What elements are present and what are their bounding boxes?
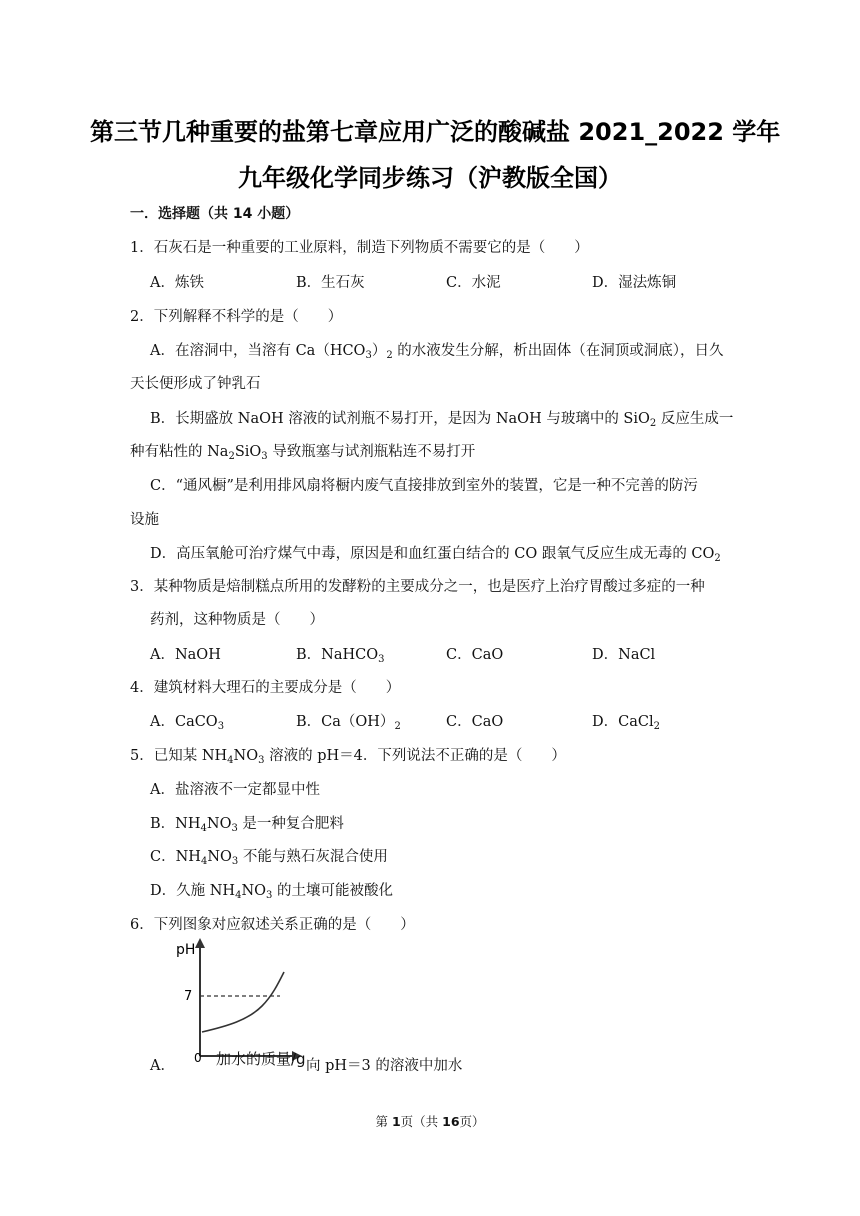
graph-ref-label: 7: [184, 989, 193, 1004]
question-2-option-a-line-2: 天长便形成了钟乳石: [130, 376, 261, 392]
document-title-line-1: 第三节几种重要的盐第七章应用广泛的酸碱盐 2021_2022 学年: [90, 118, 781, 146]
question-1-option-a: A．炼铁: [150, 275, 204, 291]
question-6-option-a-label: A．: [150, 1058, 175, 1074]
question-5-option-a: A．盐溶液不一定都显中性: [150, 782, 320, 798]
graph-y-label: pH: [176, 942, 196, 958]
question-4-option-b: B．$Ca(OH)_2$: [296, 714, 401, 732]
question-3-stem-line-1: 3．某种物质是焙制糕点所用的发酵粉的主要成分之一，也是医疗上治疗胃酸过多症的一种: [130, 579, 705, 595]
graph-curve: [202, 972, 284, 1032]
question-1-option-d: D．湿法炼铜: [592, 275, 677, 291]
question-4-option-c: C．CaO: [446, 714, 504, 730]
question-2-option-c-line-2: 设施: [130, 512, 159, 528]
question-6-stem: 6．下列图象对应叙述关系正确的是（ ）: [130, 917, 415, 933]
question-2-stem: 2．下列解释不科学的是（ ）: [130, 309, 343, 325]
question-5-option-d: D．久施 $NH_4NO_3$ 的土壤可能被酸化: [150, 883, 394, 901]
question-1-option-c: C．水泥: [446, 275, 501, 291]
question-2-option-a-line-1: A．在溶洞中，当溶有 $Ca(HCO_3)_2$ 的水液发生分解，析出固体（在洞顶或洞底），日久: [150, 343, 724, 361]
question-4-option-d: D．CaCl$_2$: [592, 714, 660, 732]
question-5-option-b: B．$NH_4NO_3$ 是一种复合肥料: [150, 816, 344, 834]
question-5-option-c: C．$NH_4NO_3$ 不能与熟石灰混合使用: [150, 849, 388, 867]
question-5-stem: 5．已知某 $NH_4NO_3$ 溶液的 pH＝4．下列说法不正确的是（ ）: [130, 748, 566, 766]
graph-origin-label: 0: [194, 1051, 202, 1065]
document-title-line-2: 九年级化学同步练习（沪教版全国）: [238, 164, 622, 192]
question-4-stem: 4．建筑材料大理石的主要成分是（ ）: [130, 680, 401, 696]
question-6-option-a-caption: 向 pH＝3 的溶液中加水: [306, 1058, 463, 1074]
question-3-option-c: C．CaO: [446, 647, 504, 663]
question-2-option-b-line-1: B．长期盛放 NaOH 溶液的试剂瓶不易打开，是因为 NaOH 与玻璃中的 SiO$_2$ 反应生成一: [150, 411, 734, 429]
question-3-stem-line-2: 药剂，这种物质是（ ）: [150, 612, 324, 628]
section-heading: 一．选择题（共 14 小题）: [130, 206, 300, 222]
graph-y-arrow: [195, 938, 205, 948]
page-footer: 第 1页（共 16页）: [375, 1114, 485, 1129]
question-1-stem: 1．石灰石是一种重要的工业原料，制造下列物质不需要它的是（ ）: [130, 240, 589, 256]
question-2-option-c-line-1: C．“通风橱”是利用排风扇将橱内废气直接排放到室外的装置，它是一种不完善的防污: [150, 478, 698, 494]
question-2-option-d: D．高压氧舱可治疗煤气中毒，原因是和血红蛋白结合的 CO 跟氧气反应生成无毒的 $CO_2$: [150, 546, 721, 564]
question-3-option-d: D．NaCl: [592, 647, 656, 663]
ph-graph: [168, 936, 298, 1066]
question-1-option-b: B．生石灰: [296, 275, 365, 291]
question-3-option-b: B．NaHCO$_3$: [296, 647, 385, 665]
question-3-option-a: A．NaOH: [150, 647, 221, 663]
graph-x-label: 加水的质量/g: [216, 1050, 306, 1068]
question-4-option-a: A．CaCO$_3$: [150, 714, 225, 732]
question-2-option-b-line-2: 种有粘性的 $Na_2SiO_3$ 导致瓶塞与试剂瓶粘连不易打开: [130, 444, 476, 462]
